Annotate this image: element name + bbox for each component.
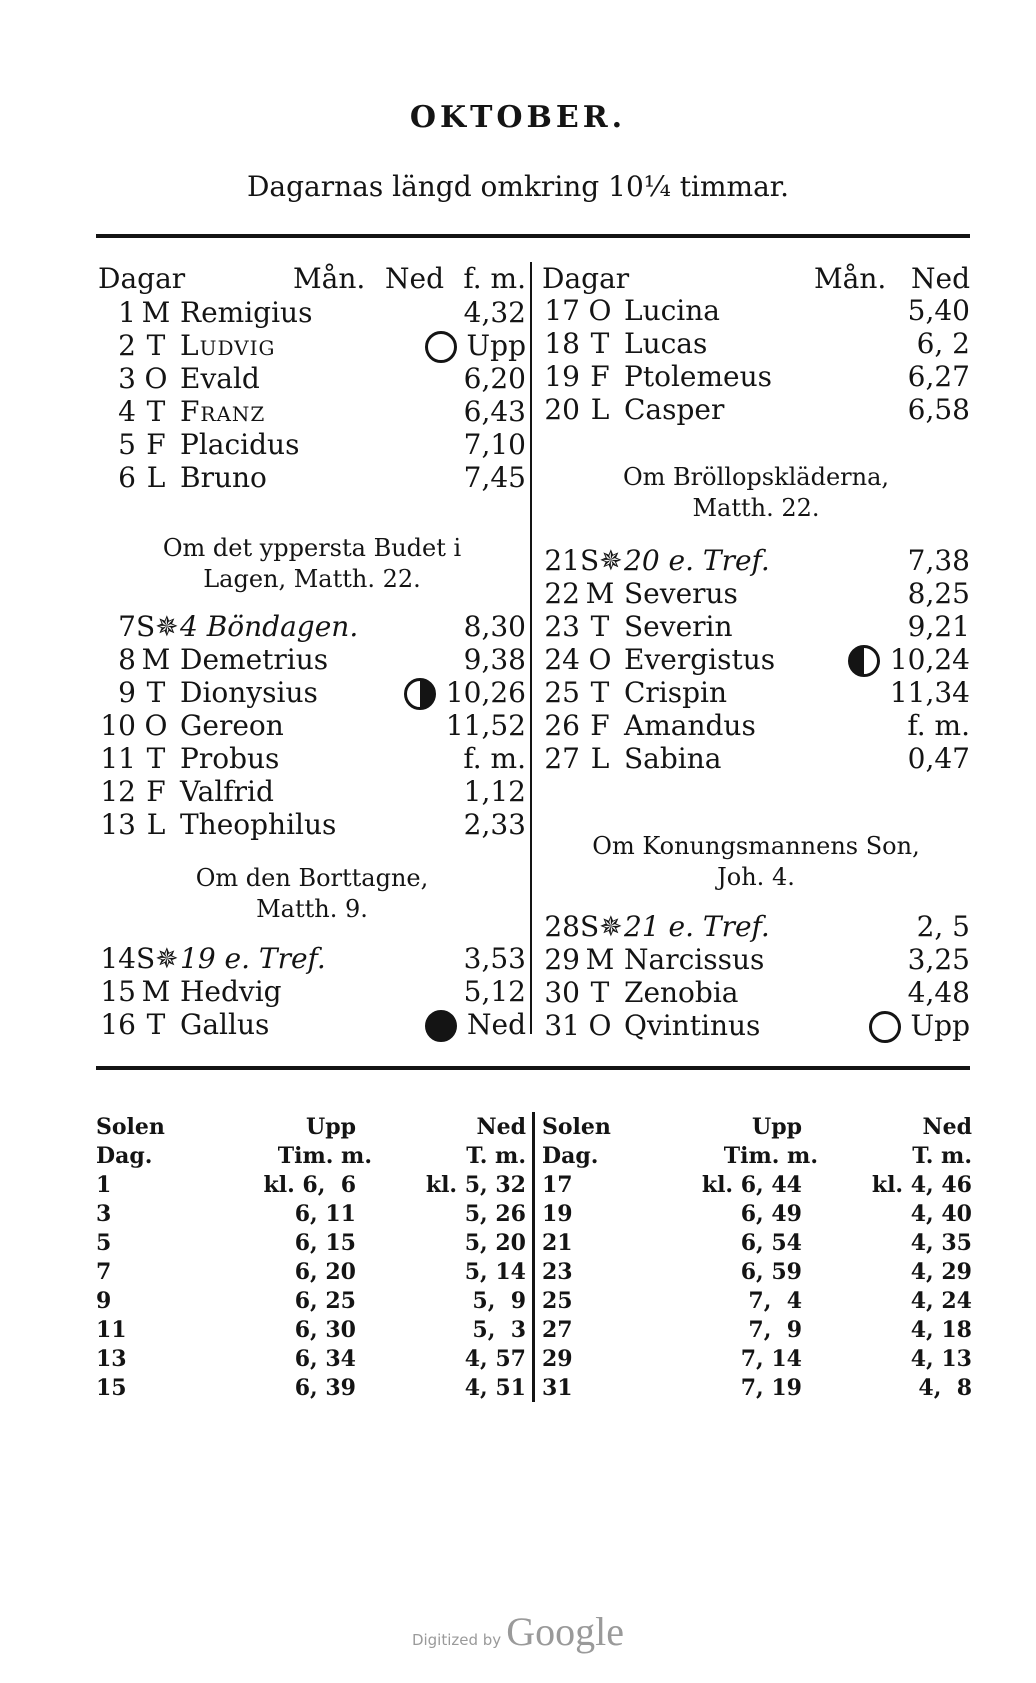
day-row [98,676,526,709]
saint-name: Lucina [624,294,720,327]
dag-heading: Dag. [542,1142,599,1169]
moon-time: 8,30 [463,610,526,643]
saint-name: Bruno [180,461,267,494]
day-row [98,942,526,975]
moon-time: 2,33 [463,808,526,841]
moon-time: 7,10 [463,428,526,461]
moon-time: 5,12 [463,975,526,1008]
saint-name: Evald [180,362,260,395]
digitized-footer [0,1608,1036,1655]
day-row [98,362,526,395]
day-number: 6 [118,461,136,494]
right-day-list-3 [542,910,970,1042]
saint-name: Gallus [180,1008,270,1041]
day-number: 16 [100,1008,136,1041]
sunrise-time: kl. 6, 6 [263,1171,356,1198]
sun-row [96,1315,526,1344]
day-row [542,643,970,676]
day-number: 7 [118,610,136,643]
day-number: 19 [544,360,580,393]
moon-time: 11,34 [889,676,970,709]
sun-day: 9 [96,1287,112,1314]
saint-name: Dionysius [180,676,318,709]
right-day-list-1 [542,294,970,426]
day-row [98,329,526,362]
day-number: 26 [544,709,580,742]
weekday-letter: T [590,327,610,360]
note-line: Om den Borttagne, [195,864,429,892]
sun-row [96,1170,526,1199]
moon-time: 6,43 [463,395,526,428]
sun-column-divider [532,1112,535,1402]
saint-name: Franz [180,395,266,428]
sun-day: 31 [542,1374,573,1401]
moon-time: 8,25 [907,577,970,610]
ned-heading: Ned [385,262,444,295]
day-number: 13 [100,808,136,841]
moon-time: 4,48 [907,976,970,1009]
moon-time: 1,12 [463,775,526,808]
saint-name: Hedvig [180,975,282,1008]
day-row [542,327,970,360]
right-day-list-2 [542,544,970,775]
sun-day: 3 [96,1200,112,1227]
day-number: 3 [118,362,136,395]
sunrise-time: 6, 49 [740,1200,802,1227]
digitized-by-text: Digitized by [411,1631,502,1649]
weekday-letter: S✵ [580,910,623,943]
sunset-time: 4, 13 [910,1345,972,1372]
day-row [98,296,526,329]
saint-name: Severin [624,610,733,643]
sunset-time: 4, 51 [464,1374,526,1401]
left-day-list-2 [98,610,526,841]
moon-time: f. m. [907,709,970,742]
sun-row [542,1286,972,1315]
sermon-note-2 [98,863,526,925]
weekday-letter: L [146,808,166,841]
moon-time: 11,52 [445,709,526,742]
tm-heading: T. m. [466,1142,526,1169]
sun-row [542,1373,972,1402]
day-row [98,461,526,494]
weekday-letter: S✵ [136,610,179,643]
moon-time: 9,38 [463,643,526,676]
sunset-time: 4, 18 [910,1316,972,1343]
moon-time: 10,24 [889,643,970,676]
weekday-letter: T [146,1008,166,1041]
day-number: 14 [100,942,136,975]
moon-time: f. m. [463,742,526,775]
fm-heading: f. m. [463,262,526,295]
moon-phase-icon [869,1008,901,1043]
saint-name: Lucas [624,327,708,360]
sun-day: 13 [96,1345,127,1372]
day-number: 10 [100,709,136,742]
sun-row [96,1344,526,1373]
saint-name: 21 e. Tref. [624,910,770,943]
day-number: 4 [118,395,136,428]
column-divider [530,262,532,1034]
saint-name: 4 Böndagen. [180,610,359,643]
weekday-letter: T [146,676,166,709]
moon-time: Ned [467,1008,526,1041]
day-number: 5 [118,428,136,461]
note-line: Joh. 4. [717,863,795,891]
moon-phase-icon [848,642,880,677]
sunrise-time: 7, 9 [748,1316,802,1343]
right-column-header [542,262,970,296]
saint-name: Narcissus [624,943,765,976]
sun-day: 17 [542,1171,573,1198]
weekday-letter: M [585,943,615,976]
day-number: 28 [544,910,580,943]
google-logo-text: Google [506,1609,625,1654]
sunrise-time: 6, 30 [294,1316,356,1343]
weekday-letter: F [146,428,166,461]
upp-heading: Upp [752,1113,802,1140]
day-row [98,1008,526,1041]
left-day-list-3 [98,942,526,1041]
day-number: 11 [100,742,136,775]
moon-time: 7,38 [907,544,970,577]
sunrise-time: 6, 20 [294,1258,356,1285]
solen-heading: Solen [542,1113,611,1140]
moon-phase-icon [425,1007,457,1042]
saint-name: Gereon [180,709,284,742]
sunset-time: 4, 40 [910,1200,972,1227]
day-row [98,742,526,775]
weekday-letter: M [141,296,171,329]
moon-time: 10,26 [445,676,526,709]
day-row [98,775,526,808]
sunrise-time: 7, 14 [740,1345,802,1372]
sun-day: 21 [542,1229,573,1256]
sunset-time: 4, 24 [910,1287,972,1314]
saint-name: Theophilus [180,808,337,841]
saint-name: Zenobia [624,976,739,1009]
saint-name: Severus [624,577,738,610]
day-number: 2 [118,329,136,362]
note-line: Matth. 22. [692,494,820,522]
day-number: 8 [118,643,136,676]
sun-row [542,1228,972,1257]
day-number: 30 [544,976,580,1009]
tm-heading: T. m. [912,1142,972,1169]
sun-day: 23 [542,1258,573,1285]
day-number: 12 [100,775,136,808]
saint-name: Remigius [180,296,313,329]
saint-name: Demetrius [180,643,329,676]
weekday-letter: M [585,577,615,610]
left-column-header [98,262,526,296]
sun-row [542,1344,972,1373]
moon-time: 6,58 [907,393,970,426]
sunset-time: kl. 5, 32 [425,1171,526,1198]
day-row [542,393,970,426]
weekday-letter: F [146,775,166,808]
sun-row [96,1373,526,1402]
note-line: Matth. 9. [256,895,368,923]
day-row [542,610,970,643]
day-number: 18 [544,327,580,360]
day-number: 24 [544,643,580,676]
day-row [98,428,526,461]
moon-time: 7,45 [463,461,526,494]
day-number: 22 [544,577,580,610]
sunset-time: 5, 14 [464,1258,526,1285]
sunrise-time: 6, 11 [294,1200,356,1227]
day-row [98,709,526,742]
moon-time: 9,21 [907,610,970,643]
weekday-letter: O [588,1009,612,1042]
day-row [542,742,970,775]
weekday-letter: O [144,709,168,742]
moon-time: 3,25 [907,943,970,976]
sun-row [96,1286,526,1315]
sun-day: 7 [96,1258,112,1285]
sunrise-time: kl. 6, 44 [701,1171,802,1198]
sun-row [96,1199,526,1228]
weekday-letter: S✵ [580,544,623,577]
sunrise-time: 6, 59 [740,1258,802,1285]
day-number: 23 [544,610,580,643]
saint-name: Ludvig [180,329,276,362]
tim-heading: Tim. m. [277,1142,372,1169]
saint-name: Amandus [624,709,756,742]
saint-name: Casper [624,393,725,426]
moon-time: 6, 2 [916,327,970,360]
moon-phase-icon [404,675,436,710]
weekday-letter: T [590,610,610,643]
weekday-letter: T [590,976,610,1009]
saint-name: 20 e. Tref. [624,544,770,577]
sun-day: 5 [96,1229,112,1256]
moon-time: Upp [466,329,526,362]
sunrise-time: 6, 15 [294,1229,356,1256]
weekday-letter: F [590,709,610,742]
day-number: 31 [544,1009,580,1042]
saint-name: Crispin [624,676,728,709]
day-row [98,643,526,676]
dagar-heading: Dagar [98,262,186,295]
sunrise-time: 6, 54 [740,1229,802,1256]
saint-name: Qvintinus [624,1009,761,1042]
day-number: 25 [544,676,580,709]
note-line: Om Konungsmannens Son, [592,832,920,860]
tim-heading: Tim. m. [723,1142,818,1169]
weekday-letter: T [146,329,166,362]
moon-time: 0,47 [907,742,970,775]
saint-name: Valfrid [180,775,274,808]
upp-heading: Upp [306,1113,356,1140]
sunset-time: 5, 20 [464,1229,526,1256]
sermon-note-3 [542,462,970,524]
sunset-time: 4, 35 [910,1229,972,1256]
day-row [542,360,970,393]
sun-day: 11 [96,1316,127,1343]
saint-name: 19 e. Tref. [180,942,326,975]
weekday-letter: T [590,676,610,709]
sun-row [96,1257,526,1286]
page-title: OKTOBER. [409,100,627,135]
saint-name: Evergistus [624,643,776,676]
weekday-letter: O [588,294,612,327]
weekday-letter: O [588,643,612,676]
day-number: 29 [544,943,580,976]
weekday-letter: T [146,742,166,775]
sunset-time: 4, 57 [464,1345,526,1372]
day-number: 20 [544,393,580,426]
day-row [542,577,970,610]
middle-rule [96,1066,970,1070]
page-subtitle: Dagarnas längd omkring 10¼ timmar. [246,170,790,203]
day-row [542,709,970,742]
sun-row [542,1170,972,1199]
sermon-note-1 [98,533,526,595]
day-row [542,294,970,327]
sun-day: 27 [542,1316,573,1343]
sunrise-time: 6, 39 [294,1374,356,1401]
sun-row [542,1315,972,1344]
sunset-time: kl. 4, 46 [871,1171,972,1198]
sunset-time: 4, 29 [910,1258,972,1285]
day-row [542,910,970,943]
dag-heading: Dag. [96,1142,153,1169]
weekday-letter: L [590,393,610,426]
note-line: Om Bröllopskläderna, [622,463,890,491]
moon-time: 3,53 [463,942,526,975]
sun-day: 29 [542,1345,573,1372]
day-number: 15 [100,975,136,1008]
moon-time: 6,27 [907,360,970,393]
sun-table-left [96,1112,526,1402]
weekday-letter: M [141,643,171,676]
sunset-time: 5, 3 [472,1316,526,1343]
sunset-time: 5, 26 [464,1200,526,1227]
day-number: 9 [118,676,136,709]
weekday-letter: O [144,362,168,395]
sunrise-time: 6, 25 [294,1287,356,1314]
man-heading: Mån. [814,262,887,295]
day-row [98,610,526,643]
ned-heading: Ned [922,1113,972,1140]
sunrise-time: 7, 4 [748,1287,802,1314]
moon-time: 5,40 [907,294,970,327]
day-row [98,975,526,1008]
moon-time: 6,20 [463,362,526,395]
weekday-letter: M [141,975,171,1008]
man-heading: Mån. [293,262,366,295]
sun-row [542,1199,972,1228]
ned-heading: Ned [911,262,970,295]
day-row [542,676,970,709]
moon-phase-icon [425,328,457,363]
weekday-letter: L [146,461,166,494]
note-line: Lagen, Matth. 22. [203,565,421,593]
moon-time: 2, 5 [916,910,970,943]
solen-heading: Solen [96,1113,165,1140]
saint-name: Ptolemeus [624,360,772,393]
moon-time: 4,32 [463,296,526,329]
sun-day: 19 [542,1200,573,1227]
day-row [542,976,970,1009]
sunset-time: 5, 9 [472,1287,526,1314]
day-number: 17 [544,294,580,327]
sun-row [542,1257,972,1286]
weekday-letter: L [590,742,610,775]
sermon-note-4 [542,831,970,893]
day-row [542,544,970,577]
saint-name: Placidus [180,428,300,461]
sun-row [96,1228,526,1257]
top-rule [96,234,970,238]
weekday-letter: T [146,395,166,428]
sun-day: 25 [542,1287,573,1314]
saint-name: Probus [180,742,280,775]
day-row [98,395,526,428]
weekday-letter: F [590,360,610,393]
day-row [542,1009,970,1042]
sunrise-time: 6, 34 [294,1345,356,1372]
ned-heading: Ned [476,1113,526,1140]
weekday-letter: S✵ [136,942,179,975]
day-number: 21 [544,544,580,577]
sunset-time: 4, 8 [918,1374,972,1401]
day-number: 27 [544,742,580,775]
day-number: 1 [118,296,136,329]
note-line: Om det yppersta Budet i [162,534,462,562]
sun-day: 1 [96,1171,112,1198]
sun-day: 15 [96,1374,127,1401]
sun-table-right [542,1112,972,1402]
dagar-heading: Dagar [542,262,630,295]
saint-name: Sabina [624,742,722,775]
left-day-list-1 [98,296,526,494]
sunrise-time: 7, 19 [740,1374,802,1401]
day-row [98,808,526,841]
day-row [542,943,970,976]
moon-time: Upp [910,1009,970,1042]
